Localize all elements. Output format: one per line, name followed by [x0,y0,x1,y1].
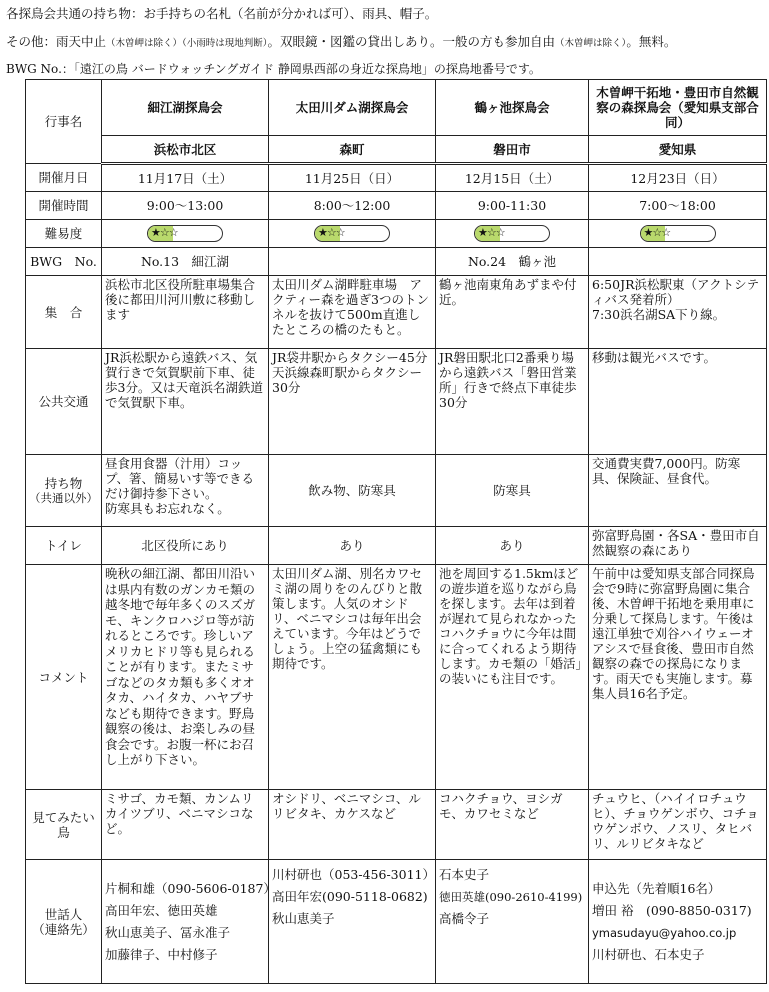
event-meet: 太田川ダム湖畔駐車場 アクティー森を過ぎ3つのトンネルを抜けて500m直進したところの橋のたもと。 [269,276,436,349]
row-contact [26,860,767,984]
header-line-2 [6,32,676,50]
event-bwg: No.13 細江湖 [102,248,269,276]
contact-line: 増田 裕 (090-8850-0317) [592,902,752,918]
event-transport: JR磐田駅北口2番乗り場から遠鉄バス「磐田営業所」行きで終点下車徒歩30分 [436,349,589,455]
event-place: 森町 [269,136,436,164]
contact-line: 加藤律子、中村修子 [105,946,218,962]
event-birds: オシドリ、ベニマシコ、ルリビタキ、カケスなど [269,790,436,860]
contact-line: 川村研也、石本史子 [592,946,705,962]
event-birds: ミサゴ、カモ類、カンムリカイツブリ、ベニマシコなど。 [102,790,269,860]
label-difficulty: 難易度 [26,220,102,248]
label-bwg: BWG No. [26,248,102,276]
contact-line: 高田年宏、徳田英雄 [105,902,218,918]
contact-line: 申込先（先着順16名） [592,880,721,896]
difficulty-cell [269,220,436,248]
event-time: 9:00～13:00 [102,192,269,220]
event-toilet: 弥富野鳥園・各SA・豊田市自然観察の森にあり [589,527,767,565]
event-date: 11月25日（日） [269,164,436,192]
header-line-3: BWG No.：「遠江の鳥 バードウォッチングガイド 静岡県西部の身近な探鳥地」の探鳥地番号です。 [6,62,541,76]
header-line-2a: その他：雨天中止 [6,34,107,49]
event-date: 12月15日（土） [436,164,589,192]
header-line-2c: 。無料。 [626,34,677,49]
event-place: 浜松市北区 [102,136,269,164]
label-meet: 集 合 [26,276,102,349]
event-place: 愛知県 [589,136,767,164]
event-comment: 午前中は愛知県支部合同探鳥会で9時に弥富野鳥園に集合後、木曽岬干拓地を乗用車に分乗して探鳥します。午後は遠江単独で刈谷ハイウェーオアシスで昼食後、豊田市自然観察の森での探鳥になります。雨天でも実施します。募集人員16名予定。 [589,565,767,790]
row-bwg [26,248,767,276]
difficulty-meter [474,225,550,242]
difficulty-cell [589,220,767,248]
event-items: 飲み物、防寒具 [269,455,436,527]
label-items-main: 持ち物 [44,475,83,491]
difficulty-cell [436,220,589,248]
event-toilet: あり [269,527,436,565]
event-toilet: 北区役所にあり [102,527,269,565]
row-comment [26,565,767,790]
event-items: 防寒具 [436,455,589,527]
event-toilet: あり [436,527,589,565]
event-date: 12月23日（日） [589,164,767,192]
event-meet: 浜松市北区役所駐車場集合後に都田川河川敷に移動します [102,276,269,349]
label-contact [26,860,102,984]
label-toilet: トイレ [26,527,102,565]
row-event-name [26,80,767,136]
contact-line: 川村研也（053-456-3011） [272,867,435,882]
event-items: 交通費実費7,000円。防寒具、保険証、昼食代。 [589,455,767,527]
event-transport: JR袋井駅からタクシー45分 天浜線森町駅からタクシー30分 [269,349,436,455]
row-difficulty [26,220,767,248]
difficulty-stars: ★☆☆ [318,226,345,239]
event-contacts [436,860,589,984]
event-place: 磐田市 [436,136,589,164]
difficulty-stars: ★☆☆ [478,226,505,239]
event-time: 9:00-11:30 [436,192,589,220]
label-date: 開催月日 [26,164,102,192]
event-transport: JR浜松駅から遠鉄バス、気賀行きで気賀駅前下車、徒歩3分。又は天竜浜名湖鉄道で気賀駅下車。 [102,349,269,455]
event-comment: 池を周回する1.5kmほどの遊歩道を巡りながら鳥を探します。去年は到着が遅れて見られなかったコハクチョウに今年は間に合ってくれるよう期待します。カモ類の「婚活」の装いにも注目です。 [436,565,589,790]
difficulty-stars: ★☆☆ [151,226,178,239]
event-meet: 鶴ヶ池南東角あずまや付近。 [436,276,589,349]
event-name: 細江湖探鳥会 [102,80,269,136]
row-event-place [26,136,767,164]
difficulty-meter [640,225,716,242]
event-name: 太田川ダム湖探鳥会 [269,80,436,136]
header-line-2b: 。双眼鏡・図鑑の貸出しあり。一般の方も参加自由 [267,34,556,49]
event-comment: 晩秋の細江湖、都田川沿いは県内有数のガンカモ類の越冬地で毎年多くのスズガモ、キンクロハジロ等が訪れるところです。珍しいアメリカヒドリ等も見られることが有ります。またミサゴなどのタカ類も多くオオタカ、ハイタカ、ハヤブサなども期待できます。野鳥観察の後は、お楽しみの昼食会です。お腹一杯にお召し上がり下さい。 [102,565,269,790]
contact-line: 高橋令子 [439,911,490,926]
difficulty-stars: ★☆☆ [643,226,671,239]
event-items: 昼食用食器（汁用）コップ、箸、簡易いす等できるだけ御持参下さい。 防寒具もお忘れなく。 [102,455,269,527]
event-time: 8:00～12:00 [269,192,436,220]
contact-line: 片桐和雄（090-5606-0187） [105,880,276,896]
row-birds [26,790,767,860]
contact-email-link[interactable]: ymasudayu@yahoo.co.jp [592,925,737,940]
label-comment: コメント [26,565,102,790]
header-line-1: 各探鳥会共通の持ち物：お手持ちの名札（名前が分かれば可）、雨具、帽子。 [6,6,438,21]
row-items [26,455,767,527]
label-items-sub: （共通以外） [29,490,98,505]
event-birds: チュウヒ、（ハイイロチュウヒ）、チョウゲンボウ、コチョウゲンボウ、ノスリ、タヒバリ、ルリビタキなど [589,790,767,860]
event-contacts [269,860,436,984]
difficulty-cell [102,220,269,248]
label-items [26,455,102,527]
event-time: 7:00～18:00 [589,192,767,220]
event-transport: 移動は観光バスです。 [589,349,767,455]
event-name: 木曽岬干拓地・豊田市自然観察の森探鳥会（愛知県支部合同） [589,80,767,136]
contact-line: 徳田英雄(090-2610-4199) [439,890,583,904]
event-meet: 6:50JR浜松駅東（アクトシティバス発着所） 7:30浜名湖SA下り線。 [589,276,767,349]
event-name: 鶴ヶ池探鳥会 [436,80,589,136]
label-transport: 公共交通 [26,349,102,455]
header-note-2: （木曽岬は除く） [555,38,627,49]
row-toilet [26,527,767,565]
event-bwg [269,248,436,276]
label-contact-main: 世話人 [44,906,83,922]
difficulty-meter [147,225,223,242]
label-time: 開催時間 [26,192,102,220]
label-event: 行事名 [26,80,102,164]
label-contact-sub: （連絡先） [32,921,95,937]
header-note-1: （木曽岬は除く）（小雨時は現地判断） [106,38,268,49]
row-meet [26,276,767,349]
event-bwg [589,248,767,276]
event-contacts [102,860,276,984]
difficulty-meter [314,225,390,242]
row-date [26,164,767,192]
label-birds: 見てみたい鳥 [26,790,102,860]
row-transport [26,349,767,455]
event-comment: 太田川ダム湖、別名カワセミ湖の周りをのんびりと散策します。人気のオシドリ、ベニマシコは毎年出会えています。今年はどうでしょう。上空の猛禽類にも期待です。 [269,565,436,790]
row-time [26,192,767,220]
event-bwg: No.24 鶴ヶ池 [436,248,589,276]
event-birds: コハクチョウ、ヨシガモ、カワセミなど [436,790,589,860]
event-date: 11月17日（土） [102,164,269,192]
contact-line: 石本史子 [439,867,490,882]
contact-line: 秋山恵美子、冨永准子 [105,924,231,940]
contact-line: 秋山恵美子 [272,911,335,926]
schedule-table [25,79,767,984]
event-contacts [589,860,767,984]
contact-line: 高田年宏(090-5118-0682) [272,889,428,904]
